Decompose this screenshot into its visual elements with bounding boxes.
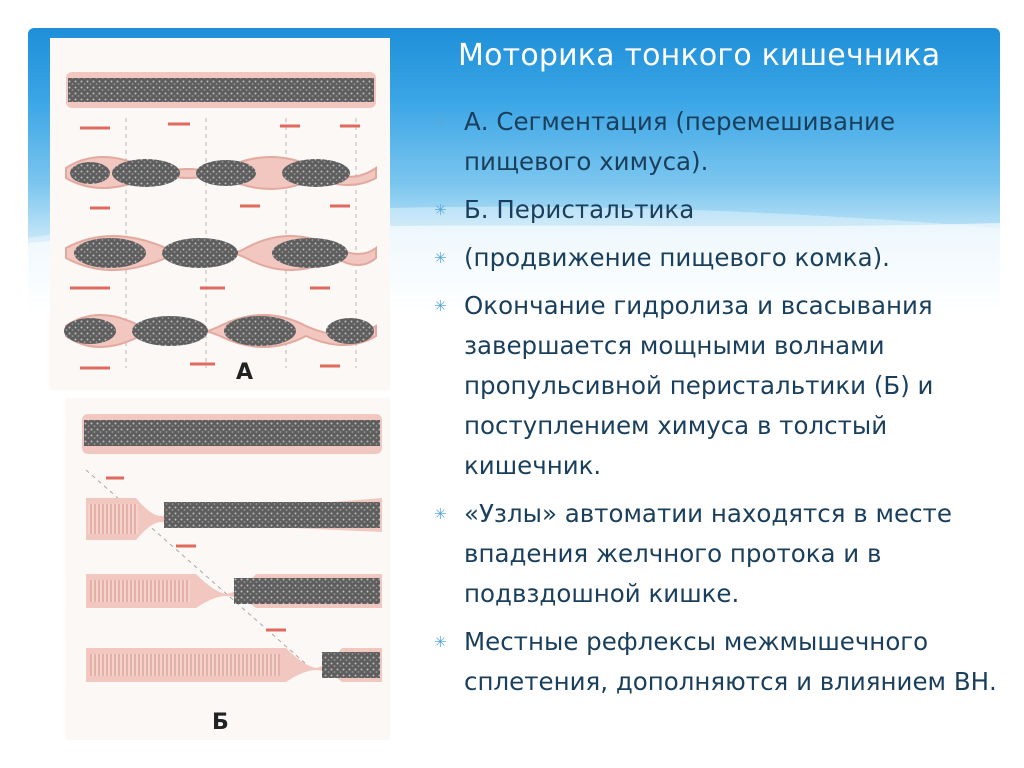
bullet-text: Местные рефлексы межмышечного сплетения, дополняются и влиянием ВН. bbox=[464, 627, 997, 696]
bullet-marker-icon: ✳ bbox=[434, 505, 447, 523]
bullet-item bbox=[434, 238, 1014, 278]
peristalsis-figure bbox=[66, 398, 390, 740]
bullet-item bbox=[434, 286, 1014, 486]
bullet-text: Окончание гидролиза и всасывания завершается мощными волнами пропульсивной перистальтики (Б) и поступлением химуса в толстый кишечник. bbox=[464, 291, 934, 480]
bullet-marker-icon: ✳ bbox=[434, 249, 447, 267]
bullet-list bbox=[434, 102, 1014, 710]
figure-label-b: Б bbox=[212, 710, 229, 735]
bullet-text: А. Сегментация (перемешивание пищевого химуса). bbox=[464, 107, 896, 176]
bullet-text: Б. Перистальтика bbox=[464, 195, 695, 224]
bullet-item bbox=[434, 190, 1014, 230]
bullet-text: «Узлы» автоматии находятся в месте впадения желчного протока и в подвздошной кишке. bbox=[464, 499, 952, 608]
segmentation-figure bbox=[50, 38, 390, 390]
peristalsis-illustration bbox=[66, 398, 390, 740]
bullet-item bbox=[434, 102, 1014, 182]
bullet-item bbox=[434, 622, 1014, 702]
bullet-text: (продвижение пищевого комка). bbox=[464, 243, 890, 272]
bullet-item bbox=[434, 494, 1014, 614]
segmentation-illustration bbox=[50, 38, 390, 390]
figure-label-a: А bbox=[236, 360, 254, 385]
bullet-marker-icon: ✳ bbox=[434, 113, 447, 131]
bullet-marker-icon: ✳ bbox=[434, 297, 447, 315]
slide-title: Моторика тонкого кишечника bbox=[458, 38, 941, 73]
bullet-marker-icon: ✳ bbox=[434, 201, 447, 219]
bullet-marker-icon: ✳ bbox=[434, 633, 447, 651]
